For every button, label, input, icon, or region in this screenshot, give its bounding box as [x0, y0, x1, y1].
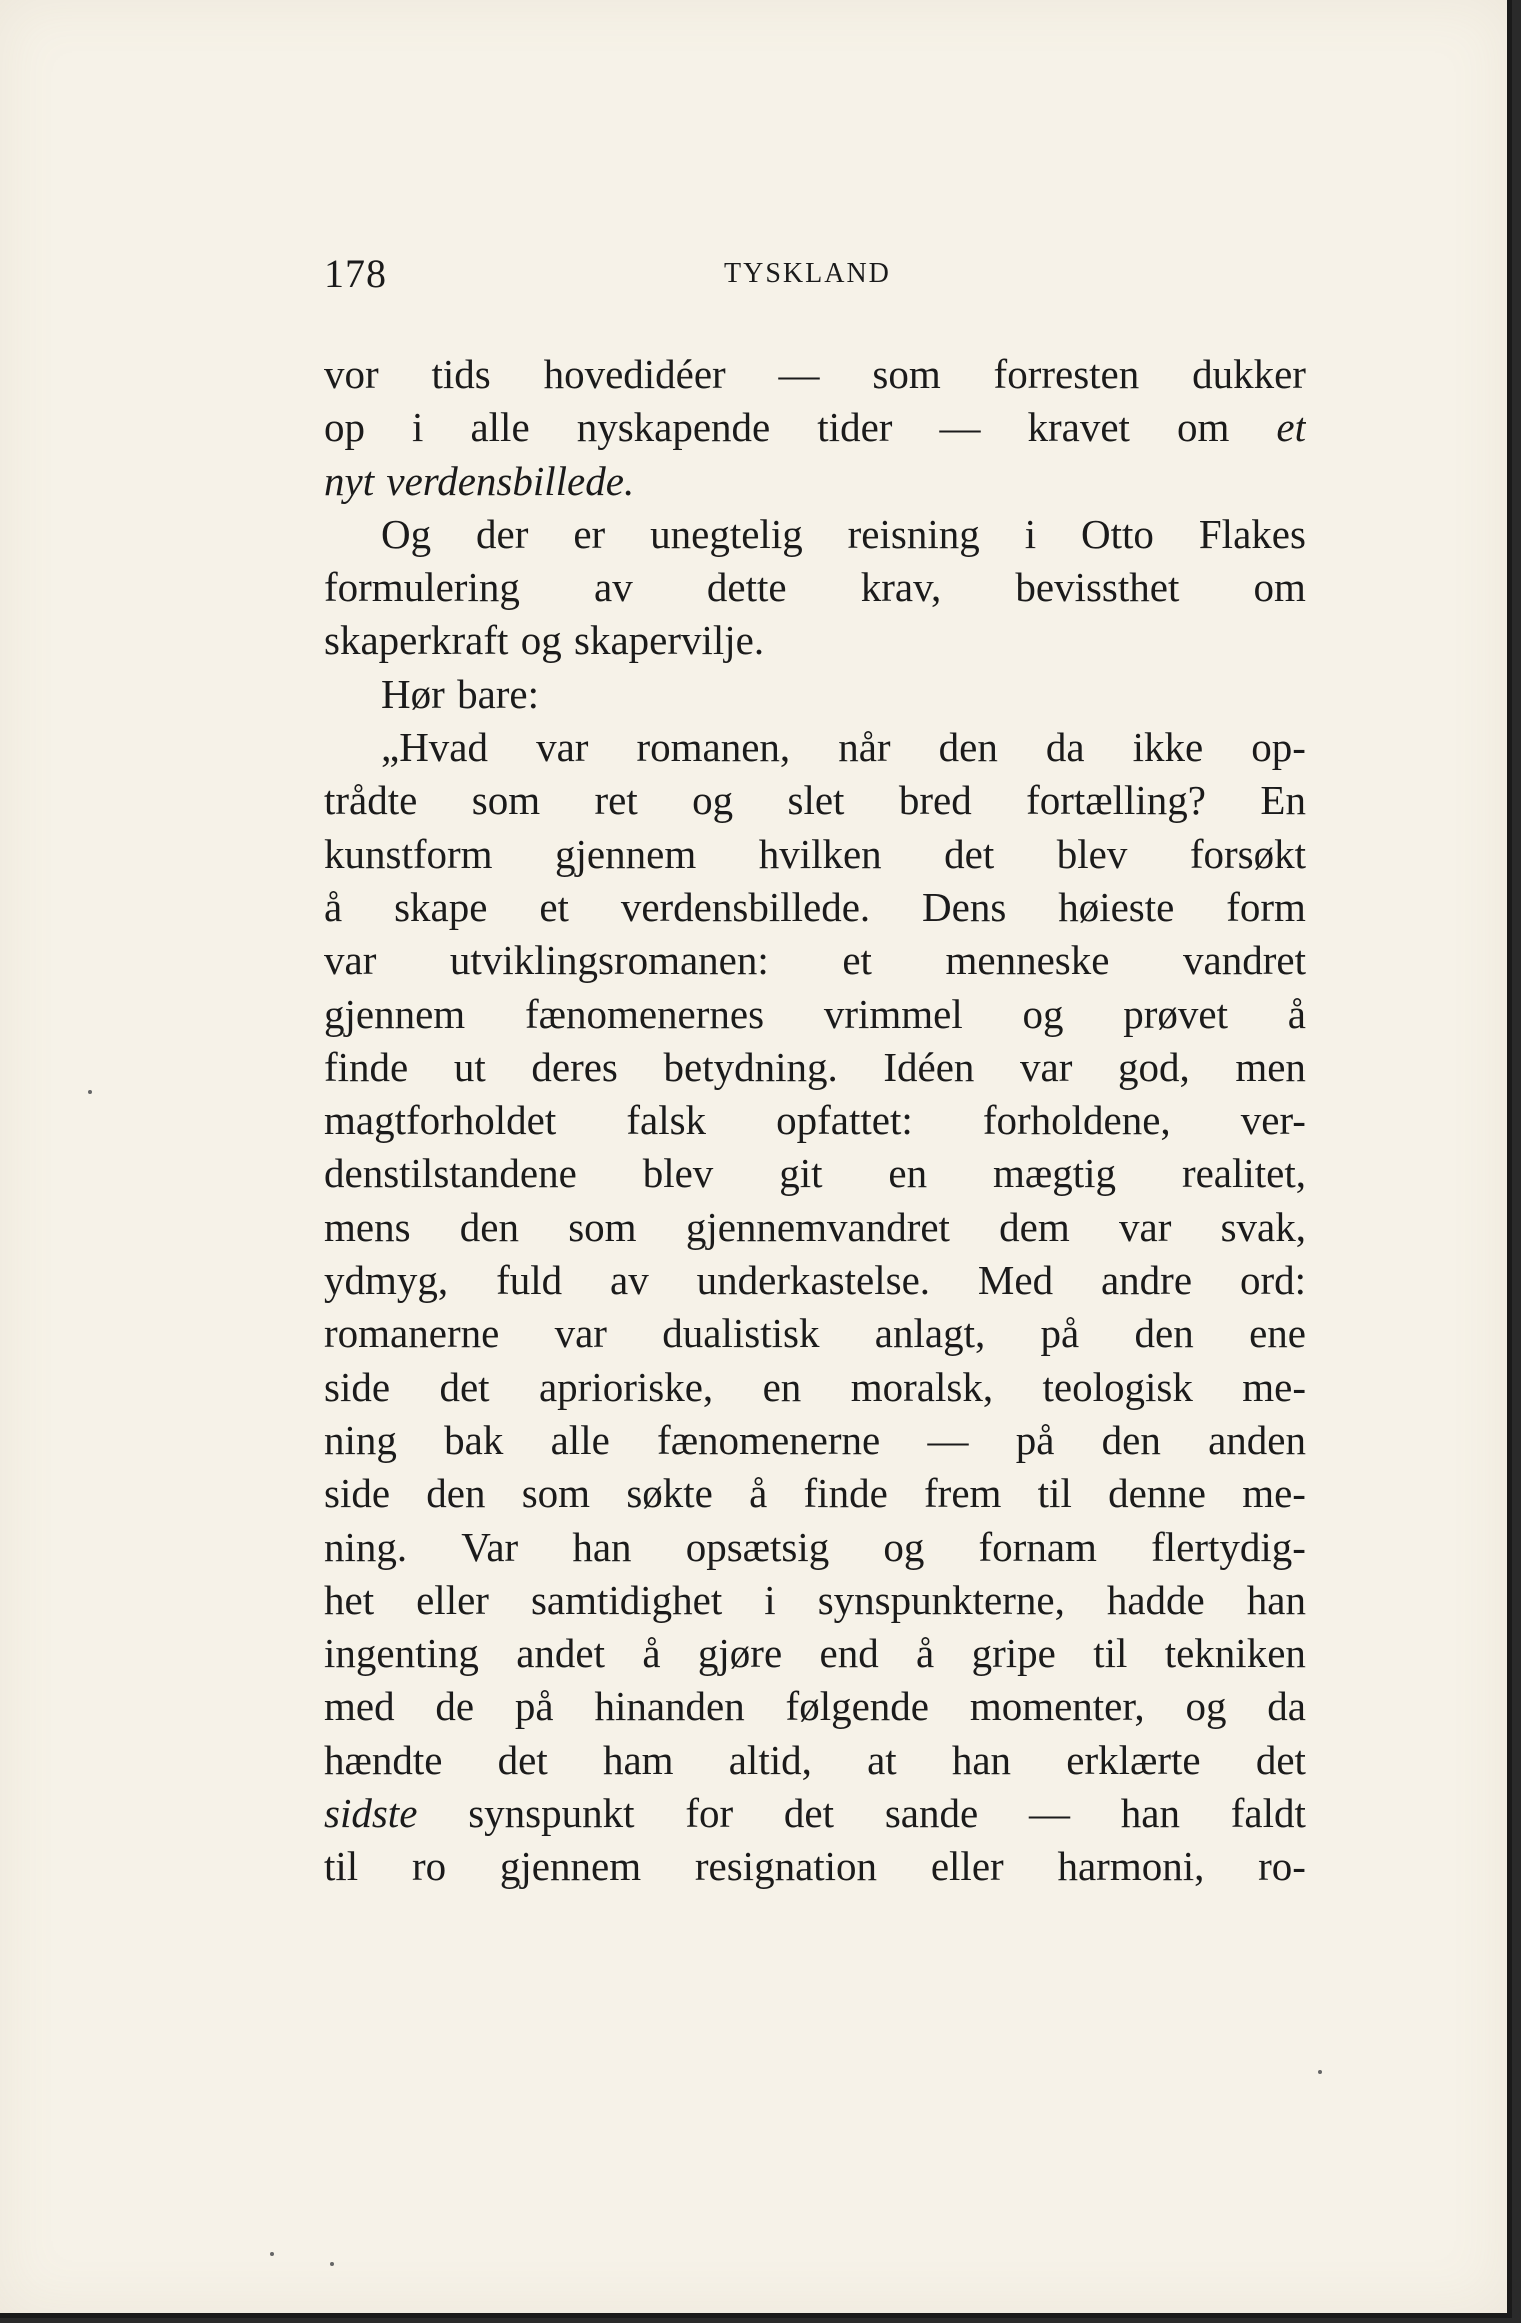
text-line: [324, 1307, 1306, 1360]
word: han: [1120, 1790, 1180, 1837]
word: realitet,: [1181, 1150, 1306, 1197]
word: kunstform: [324, 830, 493, 877]
word: end: [819, 1630, 879, 1677]
word: moralsk,: [850, 1363, 994, 1410]
word: blev: [1056, 830, 1128, 877]
word: —: [778, 351, 820, 397]
word: side: [324, 1363, 391, 1410]
word: romanen,: [636, 724, 791, 771]
italic-word: nyt: [324, 457, 375, 504]
word: En: [1260, 777, 1306, 824]
word: reisning: [847, 510, 980, 557]
word: me-: [1242, 1470, 1306, 1517]
text-line: [324, 1414, 1306, 1467]
word: vandret: [1183, 937, 1306, 984]
word: han: [951, 1736, 1012, 1783]
word: fænomenerne: [657, 1416, 881, 1463]
word: gjennem: [555, 830, 697, 877]
word: bak: [444, 1416, 504, 1463]
word: Flakes: [1198, 510, 1306, 557]
word: ro-: [1258, 1843, 1306, 1890]
word: —: [1028, 1790, 1070, 1837]
word: finde: [803, 1470, 888, 1517]
word: for: [685, 1790, 734, 1837]
word: når: [838, 724, 891, 771]
word: Med: [977, 1257, 1054, 1304]
word: var: [536, 724, 589, 771]
word: Hør: [381, 670, 445, 717]
word: og: [692, 777, 734, 824]
word: en: [888, 1150, 928, 1197]
word: alle: [550, 1416, 610, 1463]
text-line: [324, 1041, 1306, 1094]
word: men: [1235, 1043, 1306, 1090]
word: svak,: [1220, 1203, 1306, 1250]
word: da: [1267, 1683, 1306, 1730]
word: —: [927, 1416, 969, 1463]
word: og: [1022, 990, 1064, 1037]
word: som: [521, 1470, 591, 1517]
word: „Hvad: [381, 724, 489, 771]
word: ord:: [1239, 1257, 1306, 1304]
word: i: [764, 1576, 776, 1623]
word: å: [749, 1470, 768, 1517]
word: altid,: [728, 1736, 812, 1783]
word: til: [1037, 1470, 1072, 1517]
word: unegtelig: [650, 510, 803, 557]
word: trådte: [324, 777, 418, 824]
word: side: [324, 1470, 391, 1517]
word: ene: [1249, 1310, 1306, 1357]
word: hændte: [324, 1736, 443, 1783]
word: formulering: [324, 564, 520, 611]
running-head: TYSKLAND: [724, 258, 891, 289]
word: vrimmel: [823, 990, 963, 1037]
word: hvilken: [758, 830, 882, 877]
word: den: [1134, 1310, 1194, 1357]
word: sande: [884, 1790, 979, 1837]
text-line: [324, 1680, 1306, 1733]
word: kravet: [1027, 404, 1130, 451]
text-line: [324, 614, 1306, 667]
word: var: [1020, 1043, 1073, 1090]
word: magtforholdet: [324, 1097, 557, 1144]
word: tider: [817, 404, 893, 451]
italic-word: sidste: [324, 1790, 418, 1837]
word: forsøkt: [1189, 830, 1306, 877]
word: er: [573, 510, 606, 557]
text-line: [324, 721, 1306, 774]
word: teologisk: [1042, 1363, 1193, 1410]
word: god,: [1117, 1043, 1190, 1090]
dust-speck: [88, 1090, 92, 1094]
word: verdensbillede.: [620, 883, 871, 930]
text-line: [324, 561, 1306, 614]
word: fornam: [978, 1523, 1097, 1570]
text-line: [324, 455, 1306, 508]
italic-word: et: [1276, 404, 1306, 451]
word: det: [783, 1790, 835, 1837]
word: i: [1024, 510, 1037, 557]
word: og: [883, 1523, 925, 1570]
word: om: [1253, 564, 1306, 611]
word: dem: [999, 1203, 1070, 1250]
word: gripe: [971, 1630, 1056, 1677]
word: andre: [1100, 1257, 1193, 1304]
word: erklærte: [1066, 1736, 1201, 1783]
word: opfattet:: [776, 1097, 913, 1144]
word: slet: [787, 777, 845, 824]
word: søkte: [626, 1470, 713, 1517]
word: fortælling?: [1026, 777, 1207, 824]
word: å: [1287, 990, 1306, 1037]
text-line: [324, 401, 1306, 454]
dust-speck: [1318, 2070, 1322, 2074]
text-line: [324, 1361, 1306, 1414]
word: av: [594, 564, 633, 611]
word: skape: [394, 883, 488, 930]
word: aprioriske,: [538, 1363, 714, 1410]
word: skaperkraft: [324, 617, 509, 664]
page-header: [324, 250, 1306, 300]
text-line: [324, 1147, 1306, 1200]
word: deres: [531, 1043, 618, 1090]
word: mens: [324, 1203, 411, 1250]
word: harmoni,: [1057, 1843, 1205, 1890]
word: hinanden: [594, 1683, 745, 1730]
italic-word: verdensbillede.: [386, 457, 635, 504]
word: den: [938, 724, 998, 771]
text-line: [324, 1734, 1306, 1787]
word: Dens: [922, 883, 1007, 930]
word: som: [471, 777, 541, 824]
word: det: [497, 1736, 548, 1783]
word: resignation: [694, 1843, 878, 1890]
word: til: [1093, 1630, 1128, 1677]
word: den: [426, 1470, 486, 1517]
word: tids: [431, 351, 491, 397]
word: til: [324, 1843, 359, 1890]
word: ret: [594, 777, 638, 824]
word: å: [916, 1630, 935, 1677]
text-line: [324, 348, 1306, 401]
text-line: [324, 1574, 1306, 1627]
word: ikke: [1132, 724, 1204, 771]
word: med: [324, 1683, 395, 1730]
word: falsk: [626, 1097, 707, 1144]
word: forholdene,: [982, 1097, 1171, 1144]
word: en: [762, 1363, 802, 1410]
word: bred: [898, 777, 972, 824]
word: prøvet: [1123, 990, 1229, 1037]
word: i: [412, 404, 424, 451]
word: gjennem: [324, 990, 466, 1037]
word: dualistisk: [662, 1310, 820, 1357]
word: vor: [324, 351, 379, 397]
word: der: [476, 510, 529, 557]
word: og: [1185, 1683, 1227, 1730]
text-line: [324, 508, 1306, 561]
word: finde: [324, 1043, 409, 1090]
word: anlagt,: [874, 1310, 986, 1357]
body-text: [324, 348, 1306, 1894]
text-line: [324, 1254, 1306, 1307]
word: op: [324, 404, 365, 451]
word: ver-: [1240, 1097, 1306, 1144]
word: den: [1101, 1416, 1161, 1463]
word: høieste: [1058, 883, 1175, 930]
word: krav,: [860, 564, 942, 611]
word: form: [1226, 883, 1306, 930]
word: eller: [416, 1576, 489, 1623]
text-line: [324, 828, 1306, 881]
text-line: [324, 1467, 1306, 1520]
word: fuld: [496, 1257, 563, 1304]
word: synspunkterne,: [817, 1576, 1065, 1623]
word: ham: [602, 1736, 674, 1783]
word: av: [610, 1257, 649, 1304]
word: det: [439, 1363, 490, 1410]
word: hadde: [1106, 1576, 1205, 1623]
text-line: [324, 1201, 1306, 1254]
word: ning: [324, 1416, 397, 1463]
word: det: [1255, 1736, 1306, 1783]
word: andet: [516, 1630, 606, 1677]
word: fænomenernes: [524, 990, 765, 1037]
word: Og: [381, 510, 432, 557]
page-number: 178: [324, 251, 387, 296]
word: å: [324, 883, 343, 930]
text-line: [324, 1627, 1306, 1680]
word: et: [539, 883, 569, 930]
word: dette: [706, 564, 787, 611]
word: mægtig: [993, 1150, 1117, 1197]
word: følgende: [785, 1683, 929, 1730]
word: blev: [642, 1150, 714, 1197]
word: menneske: [945, 937, 1110, 984]
word: romanerne: [324, 1310, 500, 1357]
word: skapervilje.: [574, 617, 765, 664]
word: opsætsig: [685, 1523, 830, 1570]
word: å: [642, 1630, 661, 1677]
word: Var: [461, 1523, 519, 1570]
word: —: [939, 404, 981, 451]
word: de: [435, 1683, 475, 1730]
word: ut: [453, 1043, 486, 1090]
word: ning.: [324, 1523, 408, 1570]
word: han: [1246, 1576, 1306, 1623]
word: var: [324, 937, 377, 984]
word: samtidighet: [530, 1576, 723, 1623]
word: som: [872, 351, 941, 397]
text-line: [324, 1521, 1306, 1574]
word: da: [1045, 724, 1085, 771]
word: nyskapende: [576, 404, 771, 451]
word: gjennemvandret: [685, 1203, 950, 1250]
word: forresten: [993, 351, 1140, 397]
word: op-: [1251, 724, 1306, 771]
word: flertydig-: [1151, 1523, 1306, 1570]
word: underkastelse.: [696, 1257, 931, 1304]
word: bevissthet: [1015, 564, 1180, 611]
word: bare:: [457, 670, 540, 717]
text-line: [324, 1787, 1306, 1840]
word: var: [554, 1310, 607, 1357]
word: het: [324, 1576, 375, 1623]
word: på: [1015, 1416, 1055, 1463]
word: eller: [930, 1843, 1004, 1890]
text-line: [324, 881, 1306, 934]
text-line: [324, 1094, 1306, 1147]
word: ingenting: [324, 1630, 479, 1677]
word: frem: [924, 1470, 1002, 1517]
word: at: [867, 1736, 897, 1783]
word: han: [572, 1523, 632, 1570]
text-line: [324, 774, 1306, 827]
word: dukker: [1192, 351, 1306, 397]
word: denne: [1108, 1470, 1206, 1517]
word: Idéen: [883, 1043, 975, 1090]
word: det: [944, 830, 995, 877]
word: gjøre: [697, 1630, 783, 1677]
word: et: [842, 937, 872, 984]
word: var: [1119, 1203, 1172, 1250]
word: betydning.: [663, 1043, 838, 1090]
word: på: [1040, 1310, 1080, 1357]
word: den: [459, 1203, 519, 1250]
word: hovedidéer: [543, 351, 726, 397]
word: denstilstandene: [324, 1150, 577, 1197]
word: gjennem: [499, 1843, 642, 1890]
word: tekniken: [1164, 1630, 1306, 1677]
word: momenter,: [969, 1683, 1145, 1730]
word: synspunkt: [468, 1790, 635, 1837]
text-line: [324, 1840, 1306, 1893]
word: faldt: [1230, 1790, 1306, 1837]
text-line: [324, 934, 1306, 987]
word: git: [779, 1150, 823, 1197]
word: og: [520, 617, 562, 664]
word: alle: [470, 404, 530, 451]
word: ydmyg,: [324, 1257, 449, 1304]
word: som: [568, 1203, 637, 1250]
word: Otto: [1081, 510, 1154, 557]
word: me-: [1242, 1363, 1306, 1410]
dust-speck: [270, 2252, 274, 2256]
text-line: [324, 988, 1306, 1041]
dust-speck: [330, 2262, 334, 2266]
word: på: [514, 1683, 554, 1730]
word: anden: [1208, 1416, 1306, 1463]
word: ro: [411, 1843, 447, 1890]
word: om: [1176, 404, 1230, 451]
word: utviklingsromanen:: [449, 937, 769, 984]
text-line: [324, 668, 1306, 721]
